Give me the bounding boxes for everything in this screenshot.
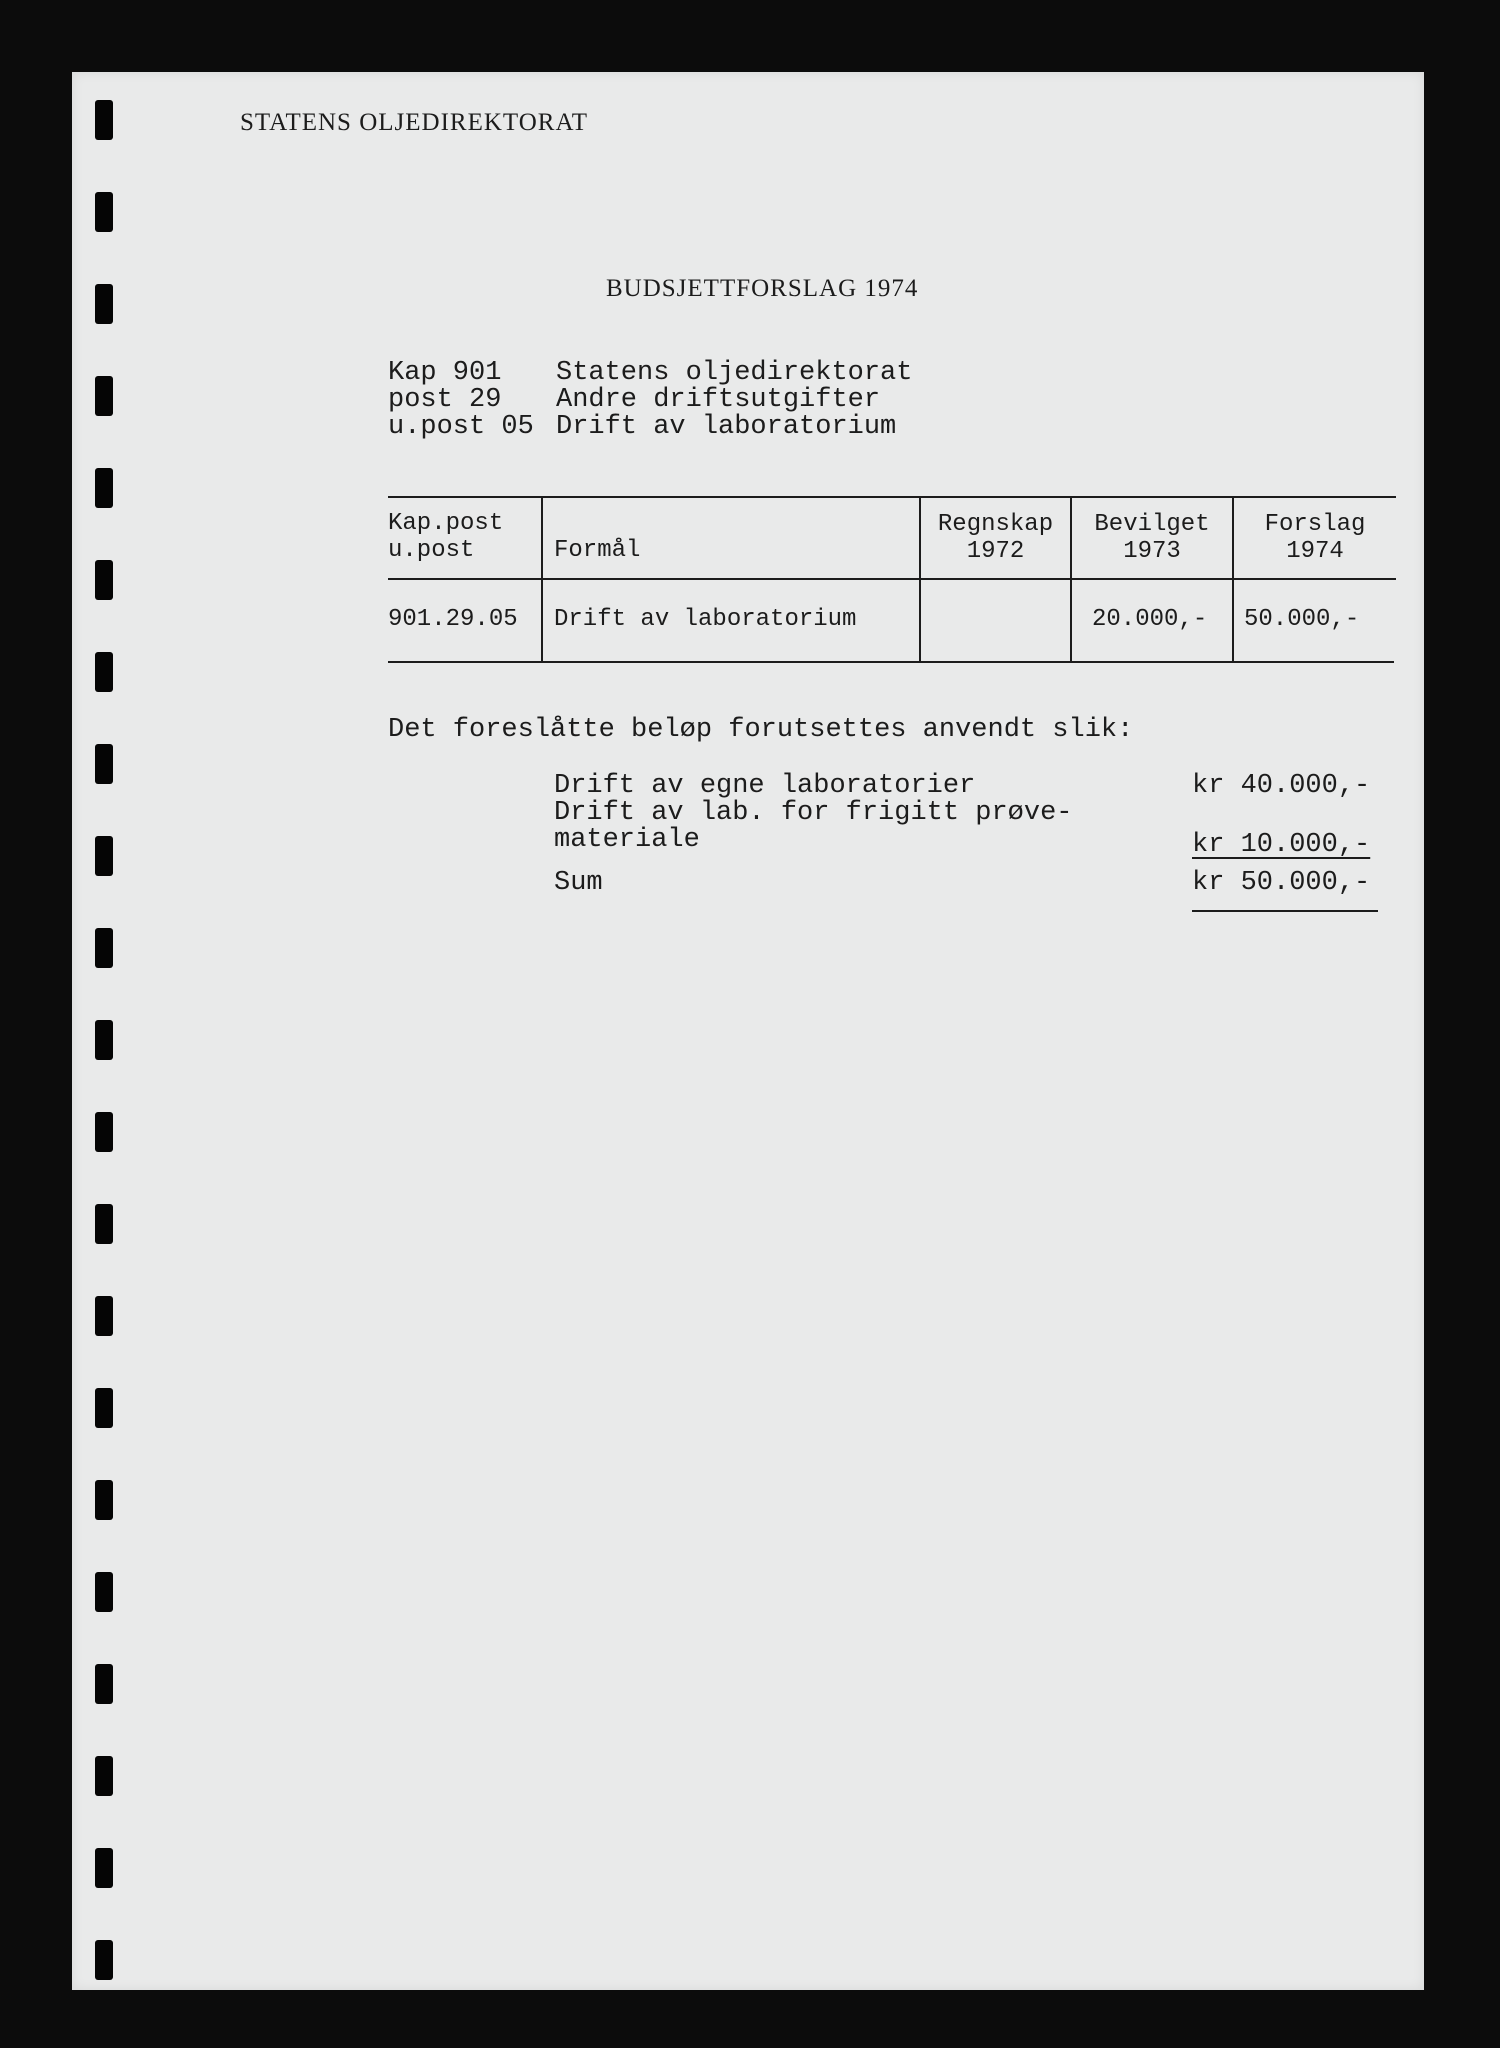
- classification-code: Kap 901: [388, 358, 502, 388]
- binding-hole: [95, 1572, 113, 1612]
- allocation-intro: Det foreslåtte beløp forutsettes anvendt slik:: [388, 715, 1134, 745]
- table-header-regnskap: Regnskap: [937, 511, 1054, 538]
- classification-description: Andre driftsutgifter: [556, 385, 881, 415]
- table-header-rule: [388, 578, 1396, 580]
- table-header-forslag-year: 1974: [1286, 538, 1344, 565]
- classification-description: Statens oljedirektorat: [556, 358, 913, 388]
- classification-code: u.post 05: [388, 412, 534, 442]
- document-title: BUDSJETTFORSLAG 1974: [606, 275, 919, 302]
- organization-header: STATENS OLJEDIREKTORAT: [240, 109, 589, 136]
- table-top-rule: [388, 496, 1396, 498]
- allocation-item-label-continued: materiale: [554, 825, 700, 855]
- table-cell-kap-post: 901.29.05: [388, 606, 518, 633]
- table-header-bevilget-year: 1973: [1123, 538, 1181, 565]
- binding-hole: [95, 284, 113, 324]
- binding-hole: [95, 1664, 113, 1704]
- binding-hole: [95, 1480, 113, 1520]
- binding-hole: [95, 928, 113, 968]
- table-cell-formal: Drift av laboratorium: [554, 606, 857, 633]
- binding-hole: [95, 1204, 113, 1244]
- binding-hole: [95, 192, 113, 232]
- binding-hole: [95, 560, 113, 600]
- allocation-item-amount: kr 10.000,-: [1192, 830, 1371, 860]
- table-header-upost: u.post: [388, 537, 475, 564]
- binding-hole: [95, 836, 113, 876]
- binding-hole: [95, 1020, 113, 1060]
- sum-double-rule: [1192, 910, 1378, 912]
- binding-hole: [95, 1388, 113, 1428]
- table-header-regnskap-year: 1972: [966, 538, 1025, 565]
- binding-hole: [95, 652, 113, 692]
- binding-hole: [95, 468, 113, 508]
- classification-code: post 29: [388, 385, 502, 415]
- table-header-kap-post: Kap.post: [388, 510, 504, 537]
- table-cell-bevilget: 20.000,-: [1092, 606, 1208, 633]
- binding-hole: [95, 1296, 113, 1336]
- allocation-item-label: Drift av egne laboratorier: [554, 771, 976, 801]
- binding-hole: [95, 1940, 113, 1980]
- table-header-forslag: Forslag: [1264, 511, 1366, 538]
- allocation-item-amount: kr 40.000,-: [1192, 771, 1371, 801]
- binding-hole: [95, 100, 113, 140]
- binding-hole: [95, 376, 113, 416]
- table-column-divider: [541, 496, 543, 662]
- table-bottom-rule: [388, 661, 1394, 663]
- table-header-bevilget: Bevilget: [1094, 511, 1210, 538]
- table-header-formal: Formål: [554, 537, 641, 564]
- binding-hole: [95, 1756, 113, 1796]
- table-cell-forslag: 50.000,-: [1244, 606, 1360, 633]
- binding-hole: [95, 1112, 113, 1152]
- binding-hole: [95, 1848, 113, 1888]
- allocation-sum-label: Sum: [554, 868, 603, 898]
- allocation-sum-amount: kr 50.000,-: [1192, 868, 1371, 898]
- binding-hole: [95, 744, 113, 784]
- classification-description: Drift av laboratorium: [556, 412, 897, 442]
- allocation-item-label: Drift av lab. for frigitt prøve-: [554, 798, 1073, 828]
